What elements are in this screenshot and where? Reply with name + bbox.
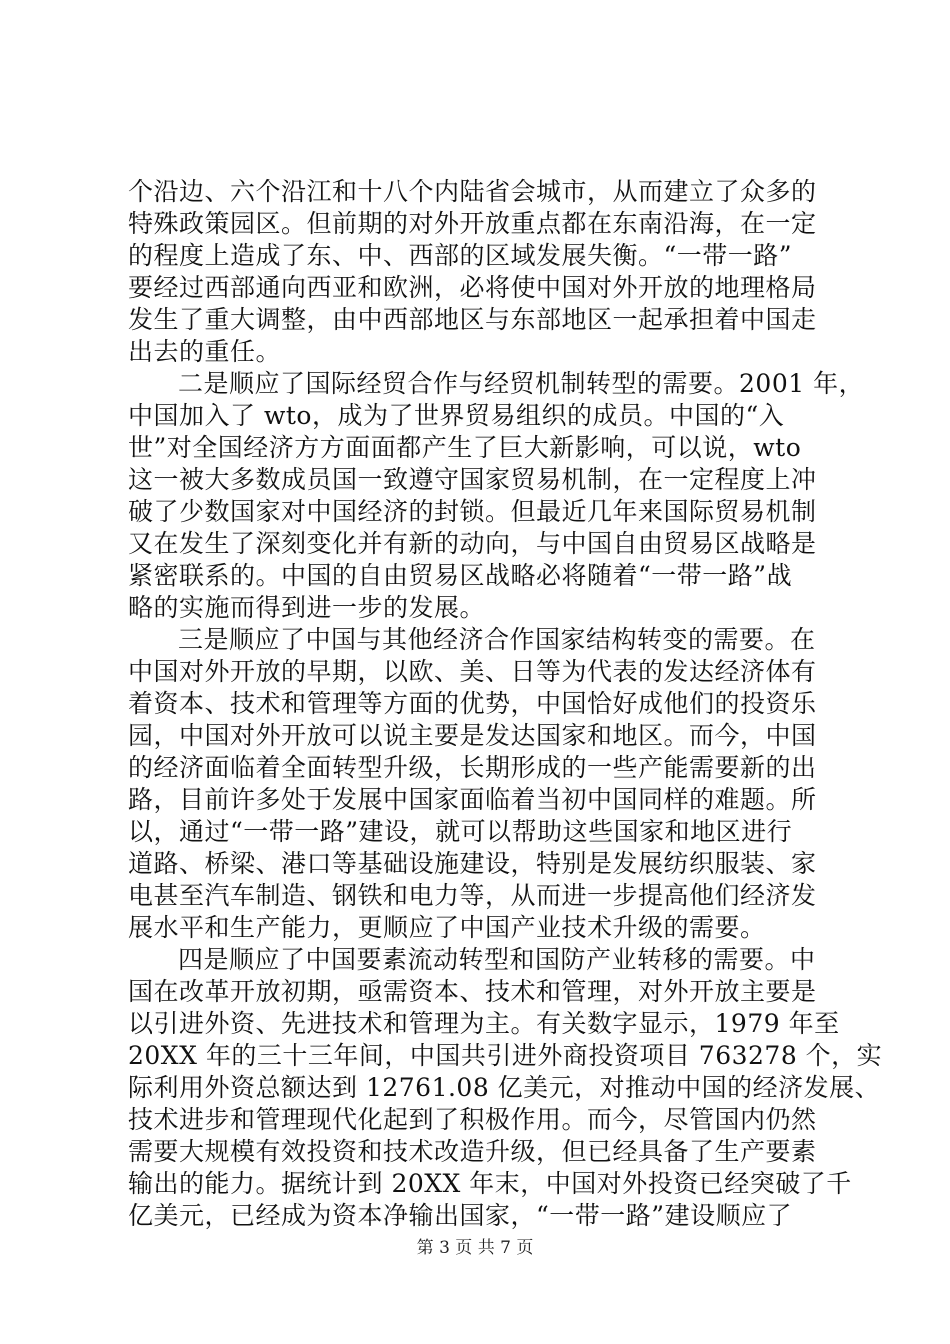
text-line: 需要大规模有效投资和技术改造升级，但已经具备了生产要素: [128, 1137, 817, 1166]
text-line: 电甚至汽车制造、钢铁和电力等，从而进一步提高他们经济发: [128, 881, 817, 910]
text-line: 这一被大多数成员国一致遵守国家贸易机制，在一定程度上冲: [128, 465, 817, 494]
paragraph-start-line: 四是顺应了中国要素流动转型和国防产业转移的需要。中: [178, 945, 816, 974]
text-line: 中国加入了 wto，成为了世界贸易组织的成员。中国的“入: [128, 401, 785, 430]
text-line: 发生了重大调整，由中西部地区与东部地区一起承担着中国走: [128, 305, 817, 334]
text-line: 输出的能力。据统计到 20XX 年末，中国对外投资已经突破了千: [128, 1169, 852, 1198]
text-line: 展水平和生产能力，更顺应了中国产业技术升级的需要。: [128, 913, 766, 942]
text-line: 亿美元，已经成为资本净输出国家，“一带一路”建设顺应了: [128, 1201, 793, 1230]
text-line: 紧密联系的。中国的自由贸易区战略必将随着“一带一路”战: [128, 561, 793, 590]
text-line: 以引进外资、先进技术和管理为主。有关数字显示，1979 年至: [128, 1009, 840, 1038]
text-line: 技术进步和管理现代化起到了积极作用。而今，尽管国内仍然: [128, 1105, 817, 1134]
text-line: 个沿边、六个沿江和十八个内陆省会城市，从而建立了众多的: [128, 177, 817, 206]
text-line: 又在发生了深刻变化并有新的动向，与中国自由贸易区战略是: [128, 529, 817, 558]
text-line: 破了少数国家对中国经济的封锁。但最近几年来国际贸易机制: [128, 497, 817, 526]
text-line: 园，中国对外开放可以说主要是发达国家和地区。而今，中国: [128, 721, 817, 750]
page-number-footer: 第 3 页 共 7 页: [416, 1238, 534, 1258]
text-line: 国在改革开放初期，亟需资本、技术和管理，对外开放主要是: [128, 977, 817, 1006]
text-line: 特殊政策园区。但前期的对外开放重点都在东南沿海，在一定: [128, 209, 817, 238]
paragraph-start-line: 二是顺应了国际经贸合作与经贸机制转型的需要。2001 年，: [178, 369, 865, 398]
text-line: 要经过西部通向西亚和欧洲，必将使中国对外开放的地理格局: [128, 273, 817, 302]
text-line: 中国对外开放的早期，以欧、美、日等为代表的发达经济体有: [128, 657, 817, 686]
text-line: 道路、桥梁、港口等基础设施建设，特别是发展纺织服装、家: [128, 849, 817, 878]
paragraph-start-line: 三是顺应了中国与其他经济合作国家结构转变的需要。在: [178, 625, 816, 654]
text-line: 世”对全国经济方方面面都产生了巨大新影响，可以说，wto: [128, 433, 802, 462]
text-line: 略的实施而得到进一步的发展。: [128, 593, 486, 622]
text-line: 路，目前许多处于发展中国家面临着当初中国同样的难题。所: [128, 785, 817, 814]
text-line: 的经济面临着全面转型升级，长期形成的一些产能需要新的出: [128, 753, 817, 782]
text-line: 出去的重任。: [128, 337, 282, 366]
text-line: 着资本、技术和管理等方面的优势，中国恰好成他们的投资乐: [128, 689, 817, 718]
text-line: 际利用外资总额达到 12761.08 亿美元，对推动中国的经济发展、: [128, 1073, 881, 1102]
text-line: 的程度上造成了东、中、西部的区域发展失衡。“一带一路”: [128, 241, 793, 270]
text-line: 以，通过“一带一路”建设，就可以帮助这些国家和地区进行: [128, 817, 793, 846]
text-line: 20XX 年的三十三年间，中国共引进外商投资项目 763278 个，实: [128, 1041, 883, 1070]
